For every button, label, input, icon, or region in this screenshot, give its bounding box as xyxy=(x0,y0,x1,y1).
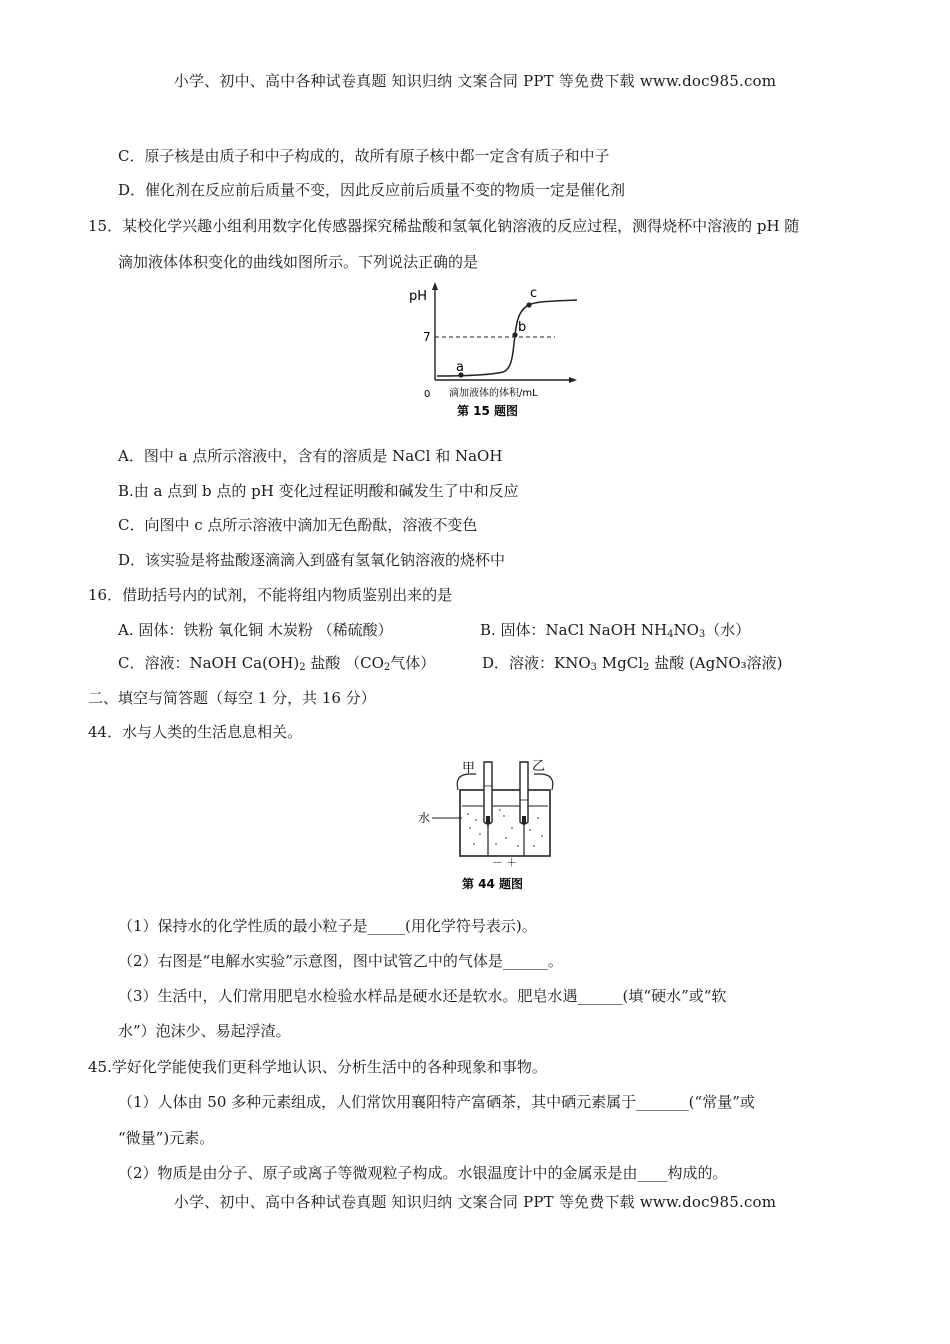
q16-option-b: B. 固体：NaCl NaOH $NH_4NO_3$（水） xyxy=(480,621,751,640)
ph7-label: 7 xyxy=(423,330,431,344)
q44-part3-line1: （3）生活中，人们常用肥皂水检验水样品是硬水还是软水。肥皂水遇______(填“硬水”或“软 xyxy=(118,987,727,1005)
q44-part3-line2: 水”）泡沫少、易起浮渣。 xyxy=(118,1022,291,1040)
q14-option-c: C．原子核是由质子和中子构成的，故所有原子核中都一定含有质子和中子 xyxy=(118,147,610,165)
page-footer: 小学、初中、高中各种试卷真题 知识归纳 文案合同 PPT 等免费下载 www.doc985.com xyxy=(173,1193,777,1211)
y-axis-label: pH xyxy=(409,289,428,304)
point-b-label: b xyxy=(518,320,527,335)
q16-option-d: D．溶液：$KNO_3$ MgCl$_2$ 盐酸 (AgNO₃溶液) xyxy=(482,654,783,673)
water-trough xyxy=(460,790,550,856)
q15-ph-chart xyxy=(405,280,595,425)
q16-option-a: A. 固体：铁粉 氧化铜 木炭粉 （稀硫酸） xyxy=(118,621,393,639)
label-yi: 乙 xyxy=(532,759,546,774)
q45-part1-line1: （1）人体由 50 多种元素组成，人们常饮用襄阳特产富硒茶，其中硒元素属于_______(“常量”或 xyxy=(118,1093,755,1111)
q44-part2: （2）右图是“电解水实验”示意图，图中试管乙中的气体是______。 xyxy=(118,952,563,970)
q15-stem-line2: 滴加液体体积变化的曲线如图所示。下列说法正确的是 xyxy=(118,253,479,271)
q44-electrolysis-figure xyxy=(418,756,568,896)
label-minus: － xyxy=(492,856,503,869)
origin-label: 0 xyxy=(424,389,431,400)
label-water: 水 xyxy=(418,811,431,825)
label-jia: 甲 xyxy=(462,761,476,776)
q16-stem: 16．借助括号内的试剂，不能将组内物质鉴别出来的是 xyxy=(88,586,453,604)
q45-part2: （2）物质是由分子、原子或离子等微观粒子构成。水银温度计中的金属汞是由____构成的。 xyxy=(118,1164,728,1182)
q15-figure-caption: 第 15 题图 xyxy=(457,404,519,418)
point-c-label: c xyxy=(530,286,538,301)
q44-figure-caption: 第 44 题图 xyxy=(462,877,524,891)
y-axis-arrow xyxy=(432,282,438,290)
electrode-right xyxy=(522,816,526,824)
x-axis-label: 滴加液体的体积/mL xyxy=(449,388,538,399)
q16-option-c: C．溶液：NaOH $Ca(OH)_2$ 盐酸 （$CO_2$气体） xyxy=(118,654,436,673)
q15-option-a: A．图中 a 点所示溶液中，含有的溶质是 NaCl 和 NaOH xyxy=(118,447,503,465)
point-b-marker xyxy=(512,332,517,337)
q45-part1-line2: “微量”)元素。 xyxy=(118,1129,215,1147)
q45-stem: 45.学好化学能使我们更科学地认识、分析生活中的各种现象和事物。 xyxy=(88,1058,547,1076)
q15-option-d: D．该实验是将盐酸逐滴滴入到盛有氢氧化钠溶液的烧杯中 xyxy=(118,551,506,569)
q44-part1: （1）保持水的化学性质的最小粒子是_____(用化学符号表示)。 xyxy=(118,917,537,935)
label-plus: ＋ xyxy=(506,856,517,869)
page-header: 小学、初中、高中各种试卷真题 知识归纳 文案合同 PPT 等免费下载 www.doc985.com xyxy=(173,72,777,90)
q14-option-d: D．催化剂在反应前后质量不变，因此反应前后质量不变的物质一定是催化剂 xyxy=(118,181,626,199)
point-c-marker xyxy=(526,302,531,307)
q15-stem-line1: 15．某校化学兴趣小组利用数字化传感器探究稀盐酸和氢氧化钠溶液的反应过程，测得烧杯中溶液的 pH 随 xyxy=(88,217,800,235)
x-axis-arrow xyxy=(569,377,577,383)
tube-jia xyxy=(484,762,492,824)
q15-option-b: B.由 a 点到 b 点的 pH 变化过程证明酸和碱发生了中和反应 xyxy=(118,482,519,500)
section2-title: 二、填空与简答题（每空 1 分，共 16 分） xyxy=(88,689,376,707)
water-dots xyxy=(467,809,543,847)
tube-yi xyxy=(520,762,528,824)
q15-option-c: C．向图中 c 点所示溶液中滴加无色酚酞，溶液不变色 xyxy=(118,516,478,534)
point-a-label: a xyxy=(456,360,464,375)
electrode-left xyxy=(486,816,490,824)
q44-stem: 44．水与人类的生活息息相关。 xyxy=(88,723,303,741)
